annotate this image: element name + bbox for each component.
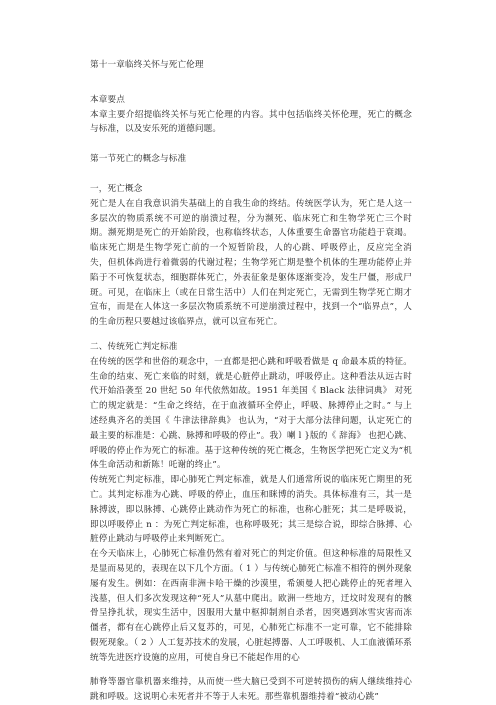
spacer xyxy=(90,137,412,152)
subsection-heading-2: 二、传统死亡判定标准 xyxy=(90,341,178,352)
paragraph-traditional-2: 传统死亡判定标准，即心肺死亡判定标准，就是人们通常所说的临床死亡期里的死亡。其判定标准为心跳、呼吸的停止，血压和眯博的消失。具体标准有三，其一是脉搏波，即以脉搏、心跳停止跳动作为死亡的标准，也称心脏死；其二是呼吸说，即以呼吸停止 n ：为死亡判定标准，也称呼吸死；其三是综合说，即综合脉搏、心脏停止跳动与呼吸停止来判断死亡。 xyxy=(90,475,412,545)
paragraph-traditional-3: 在今天临床上，心肺死亡标准仍然有着对死亡的判定价值。但这种标准的局限性又是显而易见的，表现在以下几个方面。（ 1 ）与传统心肺死亡标准不相符的例外现象屡有发生。例如：在西南非洲卡哈干燥的沙漠里，希颁曼人把心跳停止的死者埋入浅墓，但人们多次发现这种“死人”从墓中爬出。欧洲一些地方，迁坟时发现有的骸骨呈挣扎状，现实生活中，因服用大量中枢抑制剂自杀者，因突遇到冰雪灾害而冻僵者，都有在心跳停止后又复苏的，可见，心肺死亡标准不一定可靠，它不能排除假死现象。（ 2 ）人工复苏技术的发展，心脏起搏器、人工呼吸机、人工血液循环系统等先进医疗设施的应用，可使自身已不能起作用的心 xyxy=(90,549,412,663)
summary-heading: 本章要点 xyxy=(90,94,125,105)
page-break xyxy=(90,665,412,675)
paragraph-death-concept: 死亡是人在自我意识消失基础上的自我生命的终结。传统医学认为，死亡是人这一多层次的物质系统不可逆的崩溃过程，分为濒死、临床死亡和生物学死亡三个时期。濒死期是死亡的开始阶段，也称临终状态，人体重要生命器官功能趋于衰竭。临床死亡期是生物学死亡前的一个短暂阶段，人的心跳、呼吸停止，反应完全消失，但机体尚进行着微弱的代谢过程；生物学死亡期是整个机体的生理功能停止并陷于不可恢复状态，细胞群体死亡，外表征象是躯体逐渐变冷，发生尸僵，形成尸斑。可见，在临床上（或在日常生活中）人们在判定死亡，无需到生物学死亡期才宣布，而是在人体这一多层次物质系统不可逆崩溃过程中，找到一个“临界点”，人的生命历程只要越过该临界点，就可以宣布死亡。 xyxy=(90,198,412,328)
subsection-heading-1: 一，死亡概念 xyxy=(90,183,143,194)
summary-text: 本章主要介绍提临终关怀与死亡伦理的内容。其中包括临终关怀伦理，死亡的概念与标准，以及安乐死的道德问题。 xyxy=(90,109,412,135)
spacer xyxy=(90,330,412,340)
chapter-title: 第十一章临终关怀与死亡伦理 xyxy=(90,60,204,70)
paragraph-continuation: 肺脊等器官靠机器来维持，从而使一些大脑已受到不可逆转损伤的病人继续维持心跳和呼吸。这说明心未死者并不等于人未死。那些靠机器维持着“被动心跳” xyxy=(90,677,412,703)
spacer xyxy=(90,167,412,182)
document-page xyxy=(90,58,412,705)
section-heading: 第一节死亡的概念与标准 xyxy=(90,154,187,165)
paragraph-traditional-1: 在传统的医学和世俗的观念中，一直都是把心跳和呼吸看做是 q 命最本质的特征。生命的结束、死亡来临的时刻，就是心脏停止跳动，呼吸停止。这种看法从远古时代开始沿袭至 20 世纪 50 年代依然如故。1951 年美国《 Black 法律词典》 对死亡的规定就是：“生命之终结，在于血液循环全停止，呼吸、脉搏停止之时。” 与上述经典齐名的美国《 牛津法律辞典》 也认为，“对于大部分法律问题，认定死亡的最主要的标准是：心跳、脉搏和呼吸的停止”。我）喇 l }版的《 辞海》 也把心跳、呼吸的停止作为死亡的标准。基于这种传统的死亡概念，生物医学把死亡定义为“机体生命活动和新陈！吒谢的终止”。 xyxy=(90,356,412,471)
